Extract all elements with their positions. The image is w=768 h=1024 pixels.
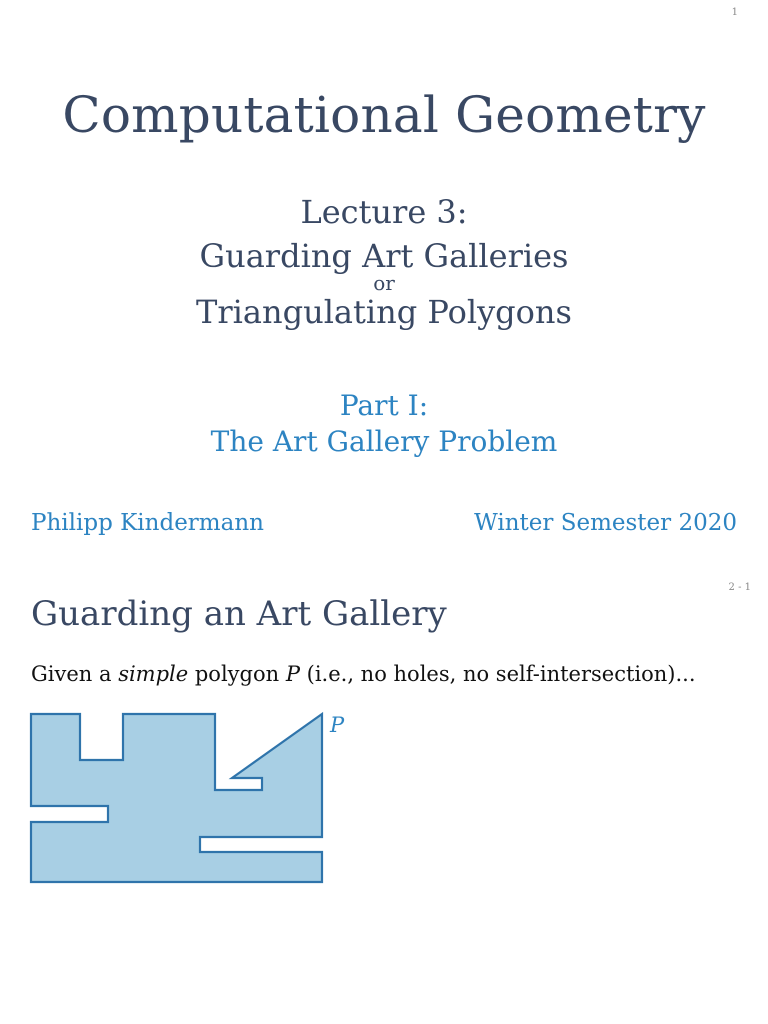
simple-polygon-shape — [31, 714, 322, 882]
lecture-title-block — [0, 190, 768, 334]
polygon-label: P — [330, 713, 345, 737]
text-prefix: Given a — [31, 662, 119, 686]
lecture-topic-secondary: Triangulating Polygons — [196, 293, 572, 331]
author-name: Philipp Kindermann — [31, 510, 264, 536]
slide-title: Guarding an Art Gallery — [31, 594, 447, 634]
lecture-course-title: Computational Geometry — [62, 86, 706, 144]
lecture-or-connector: or — [373, 271, 395, 295]
page-number: 2 - 1 — [728, 582, 751, 593]
lecture-number: Lecture 3: — [300, 193, 468, 231]
part-title: The Art Gallery Problem — [210, 425, 558, 458]
page-number: 1 — [731, 7, 738, 18]
semester-label: Winter Semester 2020 — [474, 510, 737, 536]
text-suffix: (i.e., no holes, no self-intersection)... — [299, 662, 696, 686]
slide-body-text — [31, 662, 696, 686]
part-number: Part I: — [339, 389, 429, 422]
part-title-block — [0, 388, 768, 460]
text-polygon-symbol: P — [285, 662, 300, 686]
slide-2 — [0, 574, 768, 1024]
text-middle: polygon — [188, 662, 286, 686]
art-gallery-polygon-figure — [0, 704, 768, 904]
lecture-topic-primary: Guarding Art Galleries — [199, 237, 569, 275]
text-emphasis-simple: simple — [118, 662, 189, 686]
